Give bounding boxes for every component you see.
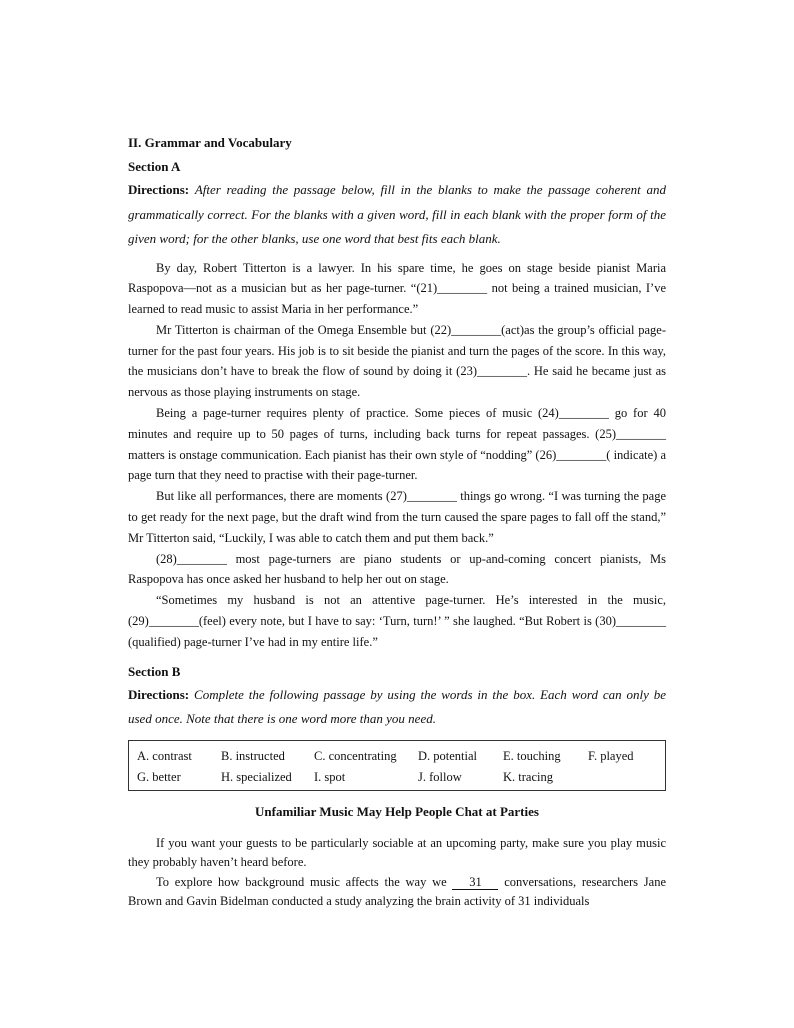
word-option: E. touching [503, 748, 561, 763]
section-b-title: Section B [128, 663, 181, 679]
passage-paragraph: (28)________ most page-turners are piano students or up-and-coming concert pianists, Ms Raspopova has once asked her husband to help her out on stage. [128, 551, 666, 587]
directions-text: After reading the passage below, fill in the blanks to make the passage coherent and grammatically correct. For the blanks with a given word, fill in each blank with the proper form of the given word; for the other blanks, use one word that best fits each blank. [128, 182, 666, 246]
passage-paragraph: By day, Robert Titterton is a lawyer. In his spare time, he goes on stage beside pianist Maria Raspopova—not as a musician but as her page-turner. “(21)________ not being a trained musician, I’ve learned to read music to assist Maria in her performance.” [128, 260, 666, 317]
word-option: D. potential [418, 748, 478, 763]
section-b-directions [128, 683, 666, 732]
passage-paragraph: If you want your guests to be particularly sociable at an upcoming party, make sure you play music they probably haven’t heard before. [128, 835, 666, 870]
passage-paragraph: But like all performances, there are moments (27)________ things go wrong. “I was turning the page to get ready for the next page, but the draft wind from the turn caused the spare pages to fall off the stand,” Mr Titterton said, “Luckily, I was able to catch them and put them back.” [128, 489, 666, 545]
word-option: J. follow [418, 769, 462, 784]
paragraph-text: To explore how background music affects the way we [156, 874, 453, 889]
answer-blank: 31 [452, 875, 498, 890]
passage-paragraph [128, 873, 666, 912]
word-box [128, 740, 666, 791]
part-title: II. Grammar and Vocabulary [128, 135, 292, 150]
section-a-directions [128, 178, 666, 252]
word-option: F. played [588, 748, 634, 763]
passage-paragraph: Being a page-turner requires plenty of practice. Some pieces of music (24)________ go for 40 minutes and require up to 50 pages of turns, including back turns for repeat passages. (25)________ matters is onstage communication. Each pianist has their own style of “nodding” (26)________( indicate) a page turn that they need to practise with their page-turner. [128, 406, 666, 483]
word-option: H. specialized [221, 769, 292, 784]
word-box-row [137, 767, 657, 788]
section-b [128, 659, 666, 912]
section-a-passage [128, 258, 666, 653]
directions-label: Directions: [128, 182, 190, 197]
word-option: A. contrast [137, 748, 192, 763]
passage-paragraph: Mr Titterton is chairman of the Omega Ensemble but (22)________(act)as the group’s official page-turner for the past four years. His job is to sit beside the pianist and turn the pages of the score. In this way, the musicians don’t have to break the flow of sound by doing it (23)________. He said he became just as nervous as those playing instruments on stage. [128, 322, 666, 400]
directions-label: Directions: [128, 686, 190, 702]
word-option: B. instructed [221, 748, 285, 763]
directions-text: Complete the following passage by using the words in the box. Each word can only be used once. Note that there is one word more than you need. [128, 686, 667, 727]
word-box-row [137, 746, 657, 767]
word-option: C. concentrating [314, 748, 397, 763]
word-option [588, 767, 648, 788]
paragraph-text: conversations, researchers Jane Brown and Gavin Bidelman conducted a study analyzing the brain activity of 31 individuals [128, 874, 666, 909]
section-a-title: Section A [128, 159, 181, 174]
word-option: I. spot [314, 769, 346, 784]
word-option: K. tracing [503, 769, 553, 784]
document-page [128, 134, 666, 912]
passage-paragraph: “Sometimes my husband is not an attentive page-turner. He’s interested in the music, (29)________(feel) every note, but I have to say: ‘Turn, turn!’ ” she laughed. “But Robert is (30)________ (qualified) page-turner I’ve had in my entire life.” [128, 593, 666, 649]
word-option: G. better [137, 769, 181, 784]
passage-title: Unfamiliar Music May Help People Chat at Parties [255, 803, 539, 819]
